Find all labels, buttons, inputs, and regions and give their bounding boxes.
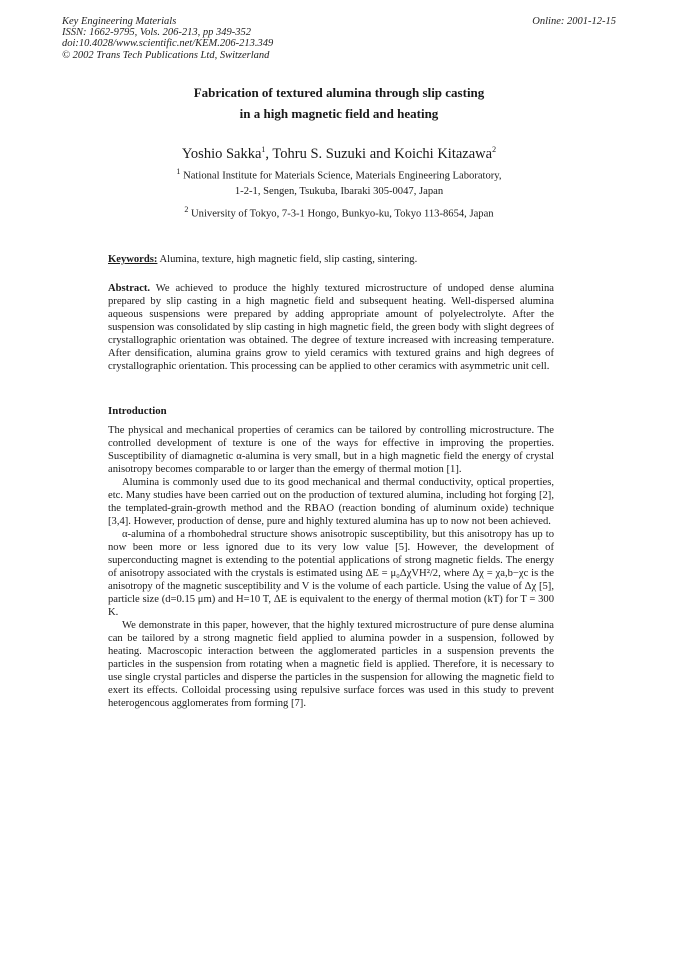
introduction-body [108,424,554,710]
affiliation-2: $^2$ University of Tokyo, 7-3-1 Hongo, Bunkyo-ku, Tokyo 113-8654, Japan [184,205,494,220]
author-2-3: Tohru S. Suzuki and Koichi Kitazawa [272,145,493,162]
title-line-1: Fabrication of textured alumina through slip casting [193,85,485,100]
journal-name: Key Engineering Materials [62,16,177,27]
title-line-2: in a high magnetic field and heating [239,106,439,121]
author-separator: , [265,145,273,162]
intro-paragraph-3: α-alumina of a rhombohedral structure shows anisotropic susceptibility, but this anisotropy has up to now been more or less ignored due to its very low value [5]. However, the development of superconducting magnet is extending to the potential applications of strong magnetic fields. The energy of anisotropy associated with the crystals is estimated using ΔE = μ₀ΔχVH²/2, where Δχ = χa,b−χc is the anisotropy of the magnetic susceptibility and V is the volume of each particle. Using the value of Δχ [5], particle size (d=0.15 μm) and H=10 T, ΔE is equivalent to the energy of thermal motion (kT) for T = 300 K. [108,529,554,618]
introduction-heading: Introduction [108,405,167,417]
affiliation-1-line-2: 1-2-1, Sengen, Tsukuba, Ibaraki 305-0047, Japan [234,186,444,197]
intro-paragraph-1: The physical and mechanical properties of ceramics can be tailored by controlling microstructure. The controlled development of texture is one of the ways for effective in improving the properties. Susceptibility of diamagnetic α-alumina is very small, but in a high magnetic field the energy of crystal anisotropy becomes comparable to or larger than the emergy of thermal motion [1]. [108,425,554,475]
keywords-label: Keywords: [108,254,158,265]
author-1: Yoshio Sakka [181,145,262,162]
author-1-affiliation-mark: 1 [261,145,266,154]
issn-line: ISSN: 1662-9795, Vols. 206-213, pp 349-352 [62,27,251,39]
keywords-text: Alumina, texture, high magnetic field, slip casting, sintering. [159,254,418,265]
abstract-text: We achieved to produce the highly textured microstructure of undoped dense alumina prepared by slip casting in a high magnetic field and subsequent heating. Well-dispersed alumina aqueous suspensions were prepared by adding appropriate amount of polyelectrolyte. After the suspension was consolidated by slip casting in high magnetic field, the green body with slight degrees of crystallographic orientation was obtained. The degree of texture increased with increasing temperature. After densification, alumina grains grow to yield ceramics with textured grains and high degrees of crystallographic orientation. This processing can be applied to other ceramics with asymmetric unit cell. [108,283,554,372]
author-2-affiliation-mark: 2 [492,145,497,154]
doi-link[interactable]: doi:10.4028/www.scientific.net/KEM.206-213.349 [62,38,274,50]
journal-header [62,16,273,61]
affiliation-1-mark: 1 [176,167,181,176]
online-date: Online: 2001-12-15 [532,16,616,27]
keywords [108,253,554,266]
intro-paragraph-2: Alumina is commonly used due to its good mechanical and thermal conductivity, optical properties, etc. Many studies have been carried out on the production of textured alumina, including hot forging [2], the templated-grain-growth method and the RBAO (reaction bonding of aluminum oxide) technique [3,4]. However, production of dense, pure and highly textured alumina has up to now not been achieved. [108,477,554,527]
copyright-line: © 2002 Trans Tech Publications Ltd, Switzerland [62,49,270,61]
abstract [108,282,554,373]
author-list [0,145,678,163]
affiliation-2-mark: 2 [184,205,189,214]
paper-title [0,82,678,124]
intro-paragraph-4: We demonstrate in this paper, however, that the highly textured microstructure of pure dense alumina can be tailored by a strong magnetic field applied to alumina powder in a suspension, followed by heating. Macroscopic interaction between the agglomerated particles in a suspension prevents the particles in the suspension from rotating when a magnetic field is applied. Therefore, it is necessary to use single crystal particles and disperse the particles in the suspension for allowing the magnetic field to exert its effects. Colloidal processing using repulsive surface forces was used in this study to prevent heterogencous agglomerates from forming [7]. [108,620,554,709]
abstract-label: Abstract. [108,283,151,294]
affiliation-1-line-1: $^1$ National Institute for Materials Science, Materials Engineering Laboratory, [176,167,502,182]
